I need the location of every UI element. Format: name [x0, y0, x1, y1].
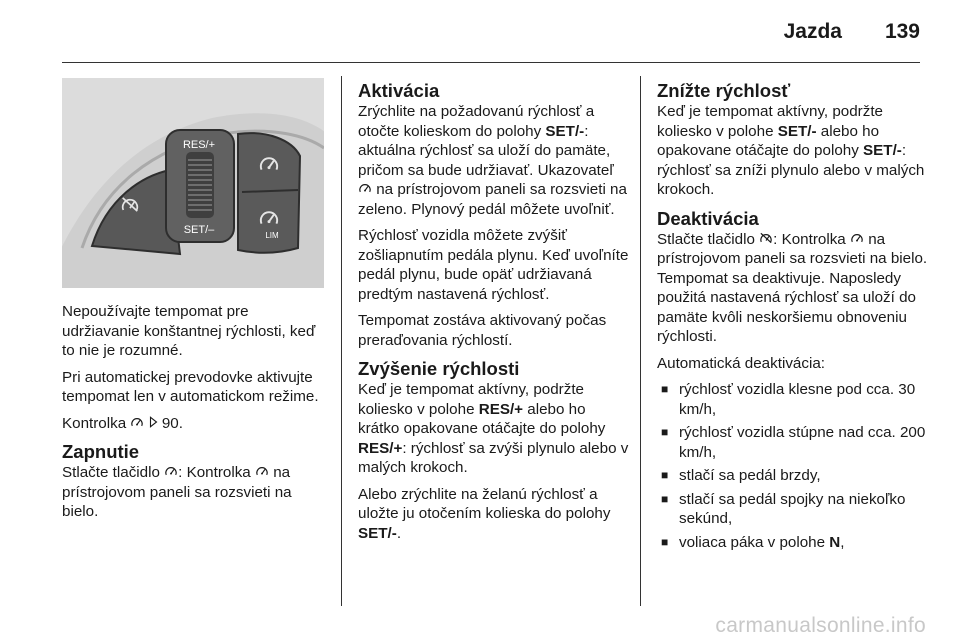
column-1 [62, 302, 328, 529]
header-rule [62, 62, 920, 63]
p-automatic-gearbox: Pri automatickej prevodovke aktivujte tempomat len v automatickom režime. [62, 368, 319, 405]
p-accelerate: Rýchlosť vozidla môžete zvýšiť zošliapnutím pedála plynu. Keď uvoľníte pedál plynu, bude opäť udržiavaná predtým nastavená rýchlosť. [358, 227, 629, 303]
p-auto-intro: Automatická deaktivácia: [657, 354, 825, 372]
heading-zvysenie: Zvýšenie rýchlosti [358, 358, 520, 379]
cruise-control-icon [164, 465, 178, 477]
heading-deaktivacia: Deaktivácia [657, 207, 759, 229]
column-divider-2 [640, 76, 641, 606]
res-plus-label: RES/+ [182, 139, 216, 151]
list-item: ■ voliaca páka v polohe N, [657, 533, 929, 553]
p-gear-change: Tempomat zostáva aktivovaný počas preraďovania rýchlostí. [358, 312, 607, 349]
cruise-control-icon [130, 416, 144, 428]
column-3 [657, 80, 929, 556]
list-item: ■ stlačí sa pedál spojky na niekoľko sekúnd, [657, 490, 929, 529]
watermark: carmanualsonline.info [715, 614, 926, 637]
arrow-reference-icon [149, 416, 158, 428]
heading-aktivacia: Aktivácia [358, 80, 440, 101]
p-indicator-ref: Kontrolka 90. [62, 414, 183, 432]
p-deaktivacia: Stlačte tlačidlo : Kontrolka na prístrojovom paneli sa rozsvieti na bielo. Tempomat sa deaktivuje. Naposledy použitá nastavená rýchlosť sa uloží do pamäte kvôli neskoršiemu obnoveniu rýchlosti. [657, 230, 928, 345]
p-zvysenie: Keď je tempomat aktívny, podržte koliesko v polohe RES/+ alebo ho krátko opakovane otáčajte do polohy RES/+: rýchlosť sa zvýši plynulo alebo v malých krokoch. [358, 381, 629, 476]
auto-deactivation-list [657, 380, 929, 552]
p-aktivacia: Zrýchlite na požadovanú rýchlosť a otočte kolieskom do polohy SET/-: aktuálna rýchlosť sa uloží do pamäte, pričom sa bude udržiavať. Ukazovateľ na prístrojovom paneli sa rozsvieti na zeleno. Plynový pedál môžete uvoľniť. [358, 103, 627, 218]
heading-znizte: Znížte rýchlosť [657, 80, 791, 101]
cruise-control-icon [255, 465, 269, 477]
heading-zapnutie: Zapnutie [62, 441, 140, 462]
p-znizte: Keď je tempomat aktívny, podržte koliesko v polohe SET/- alebo ho opakovane otáčajte do polohy SET/-: rýchlosť sa zníži plynulo alebo v malých krokoch. [657, 103, 925, 198]
steering-wheel-controls-figure [62, 78, 324, 288]
page-header [0, 0, 960, 60]
cruise-control-icon [850, 232, 864, 244]
column-2 [358, 80, 630, 550]
column-divider-1 [341, 76, 342, 606]
p-warning: Nepoužívajte tempomat pre udržiavanie konštantnej rýchlosti, keď to nie je rozumné. [62, 303, 316, 359]
cruise-off-icon [759, 232, 773, 244]
set-minus-label: SET/– [183, 224, 215, 236]
lim-label: LIM [265, 231, 279, 240]
list-item: ■ rýchlosť vozidla stúpne nad cca. 200 km/h, [657, 423, 929, 462]
page-number: 139 [884, 20, 920, 43]
p-zapnutie: Stlačte tlačidlo : Kontrolka na prístrojovom paneli sa rozsvieti na bielo. [62, 464, 292, 520]
list-item: ■ rýchlosť vozidla klesne pod cca. 30 km/h, [657, 380, 929, 419]
list-item: ■ stlačí sa pedál brzdy, [657, 466, 929, 486]
section-title: Jazda [783, 20, 842, 43]
p-zvysenie-alt: Alebo zrýchlite na želanú rýchlosť a uložte ju otočením kolieska do polohy SET/-. [358, 485, 611, 542]
cruise-control-icon [358, 182, 372, 194]
